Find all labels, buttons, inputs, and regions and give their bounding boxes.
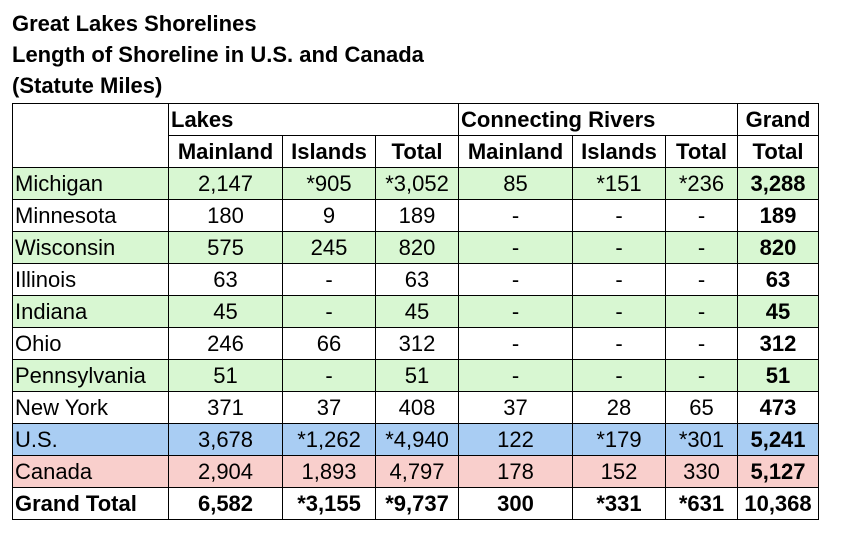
cell-rivers-mainland: 300 [459,488,573,520]
cell-lakes-islands: - [283,264,376,296]
cell-rivers-total: - [666,200,738,232]
table-row [13,328,819,360]
cell-rivers-total: *631 [666,488,738,520]
cell-rivers-total: 65 [666,392,738,424]
cell-lakes-total: 312 [376,328,459,360]
cell-name: Indiana [13,296,169,328]
cell-name: Illinois [13,264,169,296]
header-lakes-islands: Islands [283,136,376,168]
cell-lakes-total: 45 [376,296,459,328]
cell-lakes-mainland: 3,678 [169,424,283,456]
cell-rivers-total: *236 [666,168,738,200]
cell-rivers-mainland: - [459,360,573,392]
cell-lakes-total: *4,940 [376,424,459,456]
table-row [13,232,819,264]
header-lakes: Lakes [169,104,459,136]
cell-rivers-islands: *179 [573,424,666,456]
cell-lakes-mainland: 6,582 [169,488,283,520]
table-row [13,264,819,296]
cell-lakes-islands: 9 [283,200,376,232]
cell-grand-total: 63 [738,264,819,296]
cell-name: Wisconsin [13,232,169,264]
cell-lakes-total: 820 [376,232,459,264]
cell-lakes-islands: *1,262 [283,424,376,456]
cell-rivers-total: - [666,264,738,296]
cell-lakes-mainland: 2,147 [169,168,283,200]
cell-lakes-total: 51 [376,360,459,392]
cell-name: U.S. [13,424,169,456]
cell-grand-total: 820 [738,232,819,264]
cell-lakes-islands: *3,155 [283,488,376,520]
cell-lakes-total: 4,797 [376,456,459,488]
cell-rivers-mainland: 85 [459,168,573,200]
cell-lakes-islands: 37 [283,392,376,424]
header-grand-total: Total [738,136,819,168]
shoreline-table [12,103,819,520]
cell-name: Minnesota [13,200,169,232]
cell-rivers-mainland: 37 [459,392,573,424]
cell-lakes-mainland: 575 [169,232,283,264]
cell-lakes-mainland: 371 [169,392,283,424]
cell-lakes-total: 63 [376,264,459,296]
cell-grand-total: 51 [738,360,819,392]
header-lakes-mainland: Mainland [169,136,283,168]
cell-lakes-islands: - [283,360,376,392]
cell-lakes-islands: 1,893 [283,456,376,488]
cell-name: Ohio [13,328,169,360]
cell-rivers-total: - [666,232,738,264]
cell-name: New York [13,392,169,424]
cell-grand-total: 10,368 [738,488,819,520]
table-row [13,488,819,520]
table-row [13,296,819,328]
table-row [13,168,819,200]
cell-lakes-islands: 66 [283,328,376,360]
cell-rivers-islands: - [573,264,666,296]
cell-lakes-total: 408 [376,392,459,424]
cell-lakes-total: *9,737 [376,488,459,520]
cell-rivers-mainland: - [459,200,573,232]
cell-rivers-mainland: - [459,264,573,296]
cell-lakes-mainland: 246 [169,328,283,360]
table-row [13,456,819,488]
cell-grand-total: 473 [738,392,819,424]
table-row [13,424,819,456]
cell-lakes-mainland: 2,904 [169,456,283,488]
cell-rivers-mainland: 122 [459,424,573,456]
cell-grand-total: 5,127 [738,456,819,488]
cell-name: Michigan [13,168,169,200]
header-corner [13,104,169,168]
cell-rivers-mainland: - [459,328,573,360]
cell-lakes-total: *3,052 [376,168,459,200]
cell-lakes-islands: - [283,296,376,328]
cell-rivers-islands: *331 [573,488,666,520]
cell-rivers-islands: *151 [573,168,666,200]
header-grand: Grand [738,104,819,136]
cell-rivers-islands: - [573,200,666,232]
cell-lakes-mainland: 180 [169,200,283,232]
header-lakes-total: Total [376,136,459,168]
cell-rivers-mainland: 178 [459,456,573,488]
cell-rivers-total: *301 [666,424,738,456]
cell-rivers-islands: - [573,232,666,264]
units-label: (Statute Miles) [12,73,163,98]
cell-rivers-islands: - [573,328,666,360]
header-rivers-total: Total [666,136,738,168]
header-connecting-rivers: Connecting Rivers [459,104,738,136]
cell-rivers-mainland: - [459,296,573,328]
cell-rivers-islands: 152 [573,456,666,488]
header-rivers-islands: Islands [573,136,666,168]
table-row [13,392,819,424]
table-row [13,200,819,232]
cell-rivers-islands: - [573,296,666,328]
cell-rivers-islands: 28 [573,392,666,424]
cell-lakes-mainland: 63 [169,264,283,296]
cell-lakes-mainland: 51 [169,360,283,392]
cell-rivers-mainland: - [459,232,573,264]
cell-lakes-islands: *905 [283,168,376,200]
cell-lakes-islands: 245 [283,232,376,264]
page-title: Great Lakes Shorelines [12,11,257,36]
cell-name: Grand Total [13,488,169,520]
header-rivers-mainland: Mainland [459,136,573,168]
cell-lakes-total: 189 [376,200,459,232]
cell-lakes-mainland: 45 [169,296,283,328]
cell-grand-total: 189 [738,200,819,232]
cell-name: Pennsylvania [13,360,169,392]
title-block [12,8,424,101]
header-row-groups [13,104,819,136]
cell-grand-total: 312 [738,328,819,360]
page-subtitle: Length of Shoreline in U.S. and Canada [12,42,424,67]
cell-grand-total: 3,288 [738,168,819,200]
cell-rivers-total: - [666,296,738,328]
table-body [13,168,819,520]
table-row [13,360,819,392]
cell-grand-total: 5,241 [738,424,819,456]
cell-rivers-total: 330 [666,456,738,488]
cell-rivers-total: - [666,360,738,392]
cell-rivers-islands: - [573,360,666,392]
cell-name: Canada [13,456,169,488]
cell-grand-total: 45 [738,296,819,328]
cell-rivers-total: - [666,328,738,360]
